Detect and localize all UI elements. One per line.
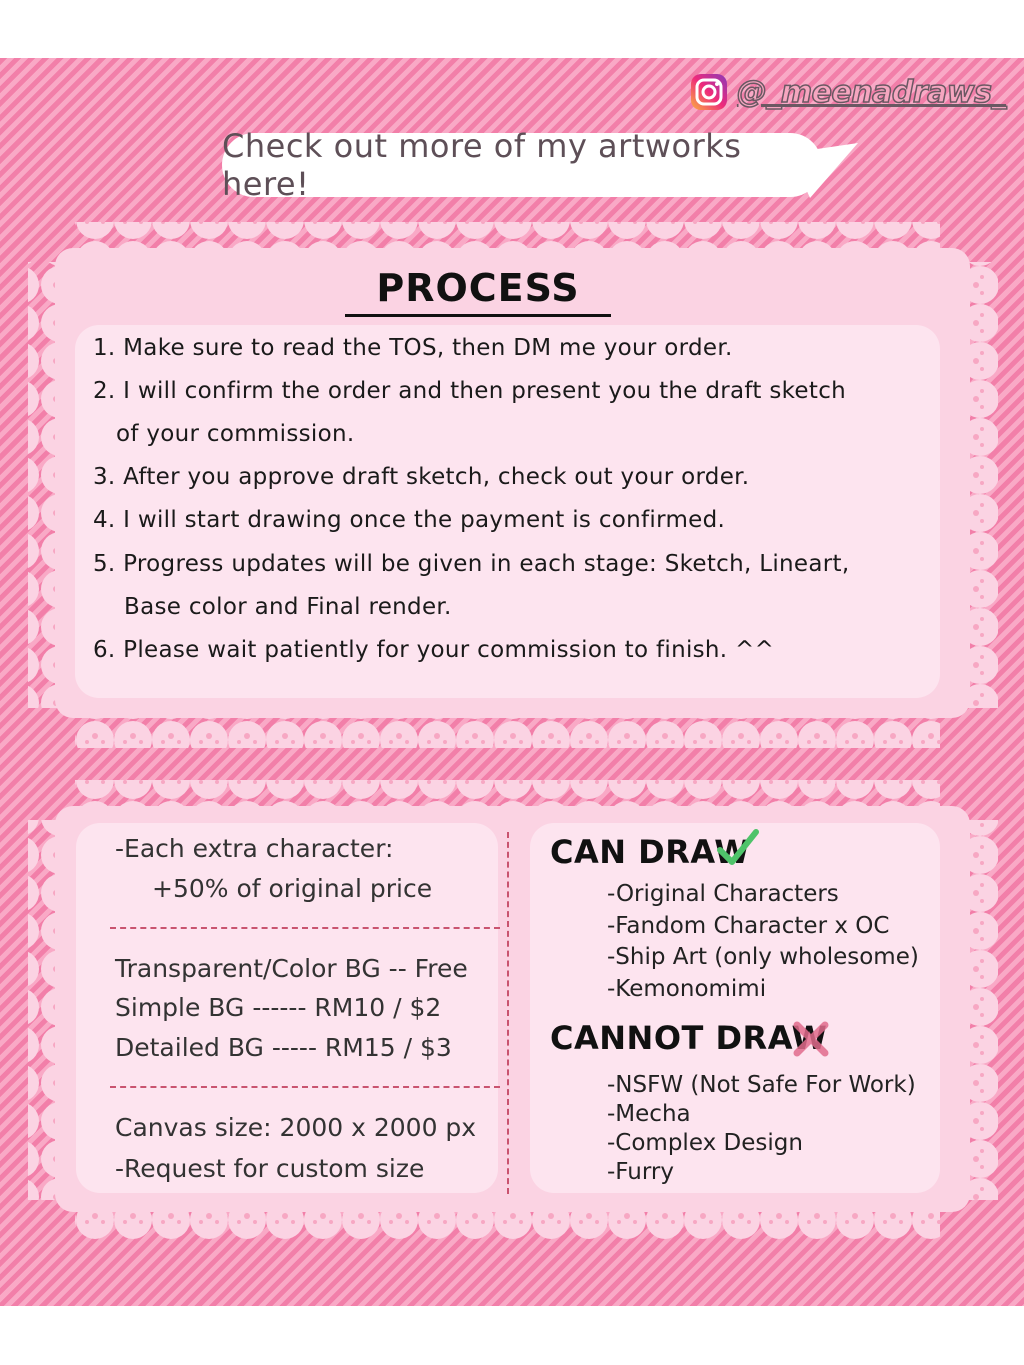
process-step: 5. Progress updates will be given in each stage: Sketch, Lineart, — [93, 551, 850, 577]
vertical-divider — [507, 832, 509, 1194]
cross-icon — [792, 1020, 830, 1058]
process-step: 1. Make sure to read the TOS, then DM me your order. — [93, 335, 733, 361]
process-step: of your commission. — [116, 421, 355, 447]
divider — [110, 927, 500, 929]
process-title-underline — [345, 314, 611, 317]
cannot-draw-item: -Furry — [607, 1159, 674, 1185]
process-step: 4. I will start drawing once the payment is confirmed. — [93, 507, 726, 533]
process-title: PROCESS — [376, 266, 580, 310]
cannot-draw-item: -Complex Design — [607, 1130, 803, 1156]
divider — [110, 1086, 500, 1088]
cannot-draw-title: CANNOT DRAW — [550, 1019, 828, 1057]
check-icon — [716, 828, 760, 868]
can-draw-title: CAN DRAW — [550, 833, 750, 871]
process-step: Base color and Final render. — [124, 594, 452, 620]
can-draw-item: -Kemonomimi — [607, 976, 767, 1002]
bg-transparent-price: Transparent/Color BG -- Free — [115, 954, 468, 983]
process-step: 3. After you approve draft sketch, check out your order. — [93, 464, 750, 490]
bg-detailed-price: Detailed BG ----- RM15 / $3 — [115, 1033, 452, 1062]
can-draw-item: -Fandom Character x OC — [607, 913, 890, 939]
extra-character-price: +50% of original price — [152, 874, 433, 903]
speech-bubble-text: Check out more of my artworks here! — [222, 127, 742, 203]
process-step: 6. Please wait patiently for your commission to finish. ^^ — [93, 637, 775, 663]
bg-simple-price: Simple BG ------ RM10 / $2 — [115, 993, 442, 1022]
cannot-draw-item: -NSFW (Not Safe For Work) — [607, 1072, 916, 1098]
process-step: 2. I will confirm the order and then present you the draft sketch — [93, 378, 847, 404]
can-draw-item: -Ship Art (only wholesome) — [607, 944, 919, 970]
canvas-size: Canvas size: 2000 x 2000 px — [115, 1113, 477, 1142]
can-draw-item: -Original Characters — [607, 881, 839, 907]
extra-character-label: -Each extra character: — [115, 834, 394, 863]
custom-size: -Request for custom size — [115, 1154, 425, 1183]
cannot-draw-item: -Mecha — [607, 1101, 691, 1127]
handle-text[interactable]: @_meenadraws_ — [736, 74, 1006, 110]
